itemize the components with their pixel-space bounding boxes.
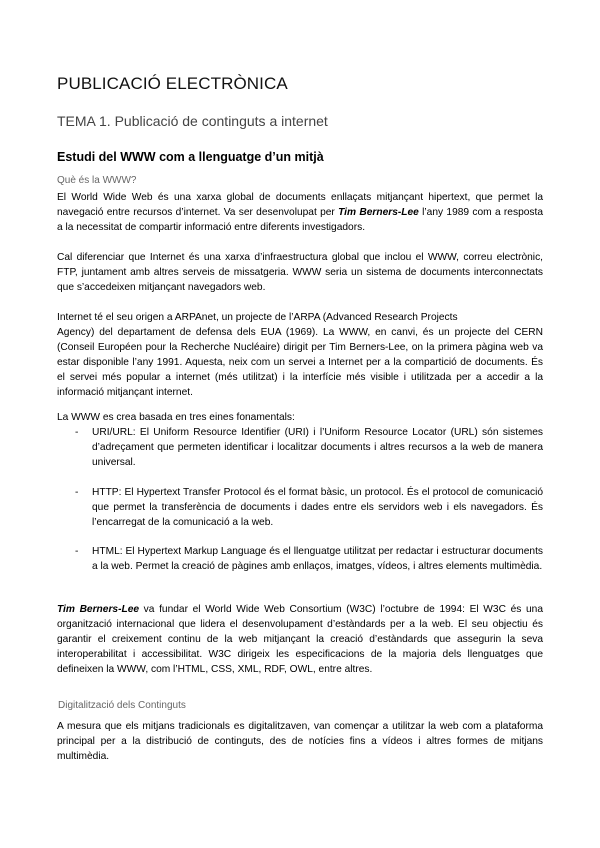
subsection-digitalization: Digitalització dels Continguts — [58, 700, 186, 711]
paragraph-text: Agency) del departament de defensa dels EUA (1969). La WWW, en canvi, és un projecte del CERN (Conseil Européen pour la Recherche Nucléaire) dirigit per Tim Berners-Lee, on la primera pàgina web va estar disponible l’any 1991. Aquesta, neix com un servei a Internet per a la compartició de documents. És el servei més popular a internet (més utilitzat) i la interfície més visible i utilitzada per a accedir a la informació mitjançant internet. — [57, 327, 543, 398]
author-name: Tim Berners-Lee — [338, 207, 419, 218]
paragraph-www-definition — [57, 190, 543, 235]
document-title: PUBLICACIÓ ELECTRÒNICA — [57, 74, 288, 93]
list-item-text: HTTP: El Hypertext Transfer Protocol és el format bàsic, un protocol. És el protocol de comunicació que permet la transferència de documents i dades entre els servidors web i els navegadors. És l’encarregat de la comunicació a la web. — [92, 487, 543, 528]
list-item-text: HTML: El Hypertext Markup Language és el llenguatge utilitzat per redactar i estructurar documents a la web. Permet la creació de pàgines amb enllaços, imatges, vídeos, i altres elements multimèdia. — [92, 546, 543, 572]
paragraph-text: El World Wide Web és una xarxa global de documents enllaçats mitjançant hipertext, que permet la navegació entre recursos d’internet. Va ser desenvolupat per — [57, 192, 543, 218]
paragraph-arpanet-origin — [57, 310, 543, 400]
list-item-text: URI/URL: El Uniform Resource Identifier (URI) i l’Uniform Resource Locator (URL) són sistemes d’adreçament que permeten identificar i localitzar documents i altres recursos a la web de manera universal. — [92, 427, 543, 468]
section-heading: Estudi del WWW com a llenguatge d’un mitjà — [57, 150, 324, 164]
paragraph-text: va fundar el World Wide Web Consortium (W3C) l’octubre de 1994: El W3C és una organització internacional que lidera el desenvolupament d’estàndards per a la web. El seu objectiu és garantir el creixement continu de la web mitjançant la creació d’estàndards que assegurin la seva interoperabilitat i accessibilitat. W3C dirigeix les especificacions de la majoria dels llenguatges que defineixen la WWW, com l’HTML, CSS, XML, RDF, OWL, entre altres. — [57, 604, 543, 675]
paragraph-line: Internet té el seu origen a ARPAnet, un projecte de l’ARPA (Advanced Research Projects — [57, 312, 458, 323]
subsection-what-is-www: Què és la WWW? — [57, 175, 137, 186]
paragraph-digitalization: A mesura que els mitjans tradicionals es digitalitzaven, van començar a utilitzar la web com a plataforma principal per a la distribució de continguts, des de notícies fins a vídeos i altres formes de mitjans multimèdia. — [57, 721, 543, 762]
topic-heading: TEMA 1. Publicació de continguts a internet — [57, 113, 328, 129]
paragraph-w3c — [57, 602, 543, 677]
paragraph-text: l’any 1989 com a resposta a la necessitat de compartir informació entre diferents investigadors. — [57, 207, 543, 233]
bullet: - — [75, 427, 79, 438]
bullet: - — [75, 487, 79, 498]
bullet: - — [75, 546, 79, 557]
author-name: Tim Berners-Lee — [57, 604, 140, 615]
paragraph-internet-vs-www: Cal diferenciar que Internet és una xarxa d’infraestructura global que inclou el WWW, correu electrònic, FTP, juntament amb altres serveis de missatgeria. WWW seria un sistema de documents interconnectats que s’accedeixen mitjançant navegadors web. — [57, 252, 543, 293]
paragraph-tools-intro: La WWW es crea basada en tres eines fonamentals: — [57, 412, 295, 423]
